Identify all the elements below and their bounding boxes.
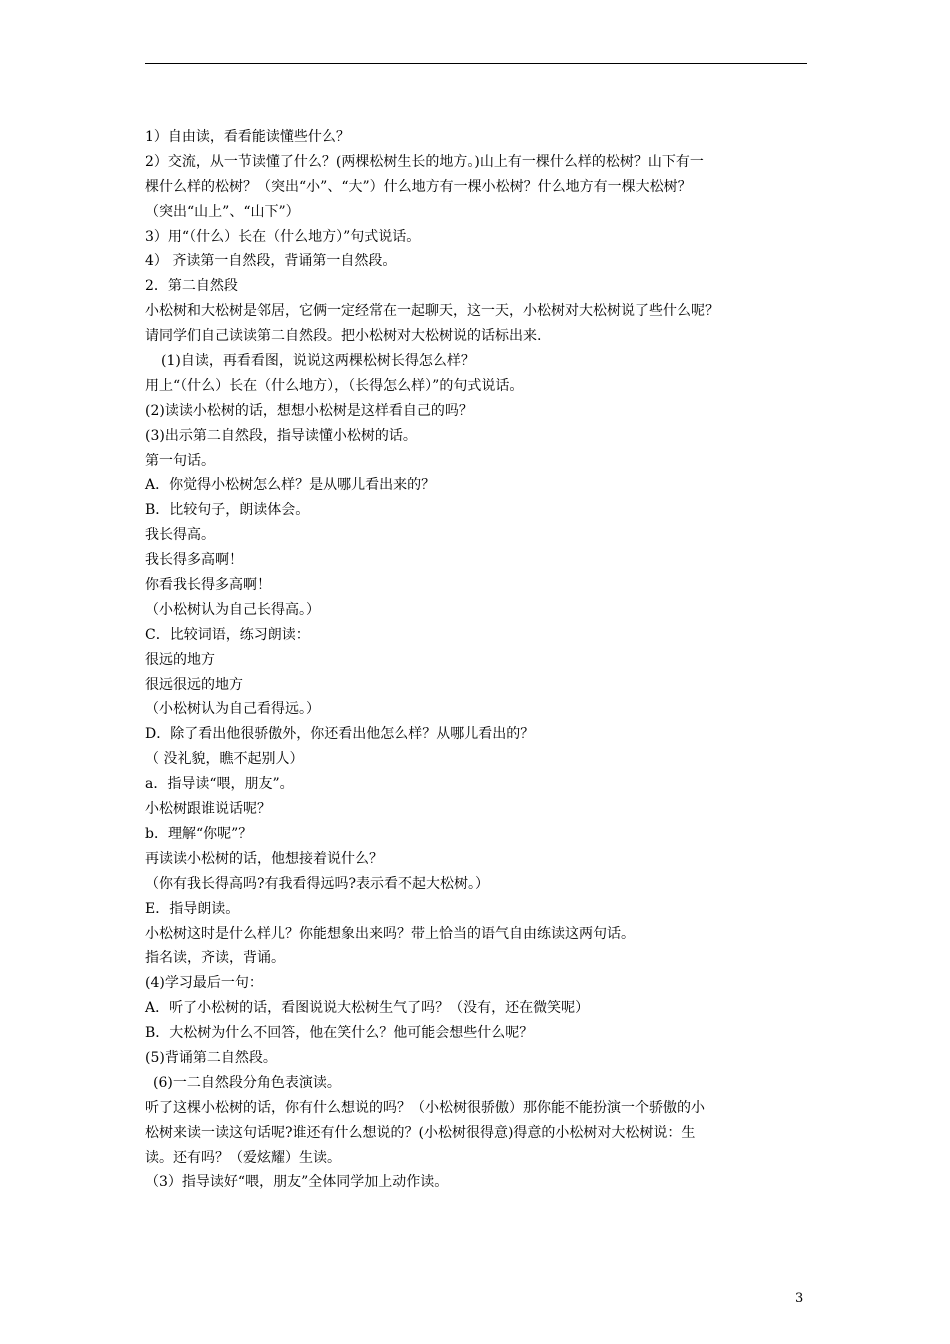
text-line: 我长得高。 [145, 527, 215, 544]
text-line: 小松树和大松树是邻居，它俩一定经常在一起聊天，这一天，小松树对大松树说了些什么呢？ [145, 303, 719, 320]
text-line: 再读读小松树的话，他想接着说什么？ [145, 850, 383, 867]
text-line: 我长得多高啊！ [145, 552, 243, 569]
page-number: 3 [795, 1291, 804, 1306]
text-line: a．指导读“喂，朋友”。 [145, 776, 294, 793]
text-line: (5)背诵第二自然段。 [145, 1049, 277, 1066]
text-line: 第一句话。 [145, 452, 215, 469]
text-line: （小松树认为自己长得高。） [145, 601, 320, 618]
text-line: 听了这棵小松树的话，你有什么想说的吗？（小松树很骄傲）那你能不能扮演一个骄傲的小 [145, 1099, 705, 1116]
text-line: 读。还有吗？（爱炫耀）生读。 [145, 1149, 341, 1166]
text-line: 用上“（什么）长在（什么地方），（长得怎么样）”的句式说话。 [145, 377, 524, 394]
text-line: A．听了小松树的话，看图说说大松树生气了吗？（没有，还在微笑呢） [145, 1000, 590, 1017]
text-line: （3）指导读好“喂，朋友”全体同学加上动作读。 [145, 1174, 449, 1191]
text-line: （ 没礼貌，瞧不起别人） [145, 751, 304, 768]
text-line: （小松树认为自己看得远。） [145, 701, 320, 718]
text-line: 松树来读一读这句话呢?谁还有什么想说的？(小松树很得意)得意的小松树对大松树说：生 [145, 1124, 696, 1141]
text-line: b．理解“你呢”？ [145, 825, 253, 842]
text-line: 4） 齐读第一自然段，背诵第一自然段。 [145, 253, 397, 270]
text-line: A．你觉得小松树怎么样？是从哪儿看出来的？ [145, 477, 436, 494]
document-body [145, 125, 825, 1195]
text-line: 3）用“（什么）长在（什么地方）”句式说话。 [145, 228, 421, 245]
text-line: 小松树这时是什么样儿？你能想象出来吗？带上恰当的语气自由练读这两句话。 [145, 925, 635, 942]
text-line: 很远的地方 [145, 651, 215, 668]
text-line: (3)出示第二自然段，指导读懂小松树的话。 [145, 427, 417, 444]
text-line: B．比较句子，朗读体会。 [145, 502, 310, 519]
section-heading: 2．第二自然段 [145, 278, 238, 295]
text-line: 你看我长得多高啊！ [145, 577, 271, 594]
text-line: D．除了看出他很骄傲外，你还看出他怎么样？从哪儿看出的？ [145, 726, 535, 743]
text-line: 很远很远的地方 [145, 676, 243, 693]
text-line: 2）交流，从一节读懂了什么？(两棵松树生长的地方。)山上有一棵什么样的松树？山下有一 [145, 153, 704, 170]
text-line: 指名读，齐读，背诵。 [145, 950, 285, 967]
text-line: C．比较词语，练习朗读： [145, 626, 310, 643]
text-line: （突出“山上”、“山下”） [145, 203, 300, 220]
text-line: (1)自读，再看看图，说说这两棵松树长得怎么样？ [161, 353, 475, 370]
text-line: 请同学们自己读读第二自然段。把小松树对大松树说的话标出来. [145, 328, 542, 345]
text-line: 1）自由读，看看能读懂些什么？ [145, 129, 350, 145]
text-line: B．大松树为什么不回答，他在笑什么？他可能会想些什么呢？ [145, 1025, 534, 1042]
header-rule [145, 63, 807, 64]
text-line: (2)读读小松树的话，想想小松树是这样看自己的吗？ [145, 402, 473, 419]
text-line: 棵什么样的松树？（突出“小”、“大”）什么地方有一棵小松树？什么地方有一棵大松树？ [145, 178, 692, 195]
text-line: E．指导朗读。 [145, 900, 240, 917]
text-line: (4)学习最后一句： [145, 975, 263, 992]
text-line: (6)一二自然段分角色表演读。 [153, 1074, 341, 1091]
text-line: （你有我长得高吗?有我看得远吗?表示看不起大松树。） [145, 875, 490, 892]
text-line: 小松树跟谁说话呢？ [145, 801, 271, 818]
